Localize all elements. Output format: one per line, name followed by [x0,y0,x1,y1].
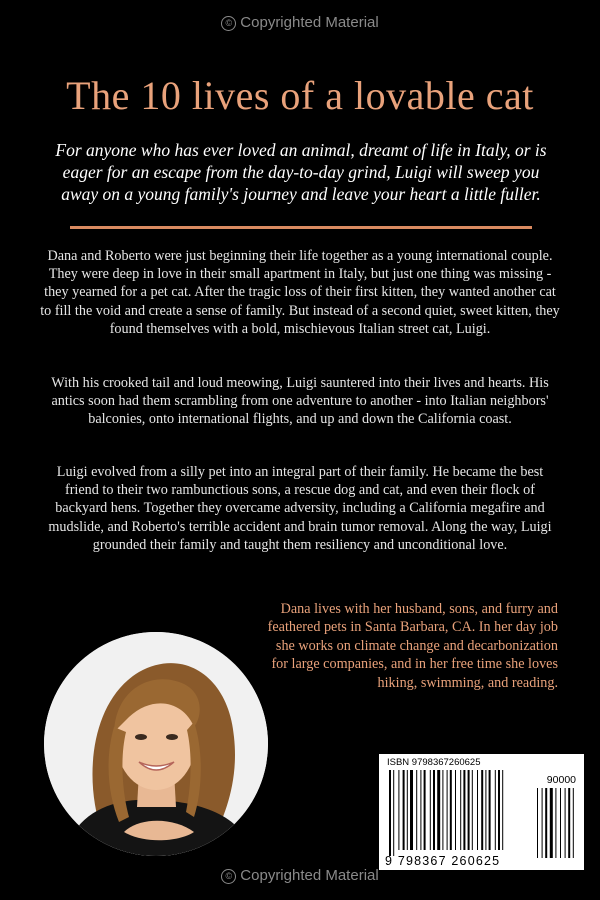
barcode-bar [442,770,443,850]
barcode-addon-bar [565,788,566,858]
synopsis-paragraph: Dana and Roberto were just beginning their life together as a young international couple. They were deep in love in their small apartment in Italy, but just one thing was missing - they yearned for a pet cat. After the tragic loss of their first kitten, they wanted another cat to fill the void and create a sense of family. But instead of a second quiet, sweet kitten, they found themselves with a bold, mischievous Italian street cat, Luigi. [40,248,560,337]
isbn-barcode [378,753,585,871]
barcode-bar [437,770,440,850]
barcode-bars [379,754,584,870]
price-code: 90000 [546,774,576,786]
barcode-bar [477,770,478,850]
copyright-icon: © [221,16,236,31]
barcode-bar [498,770,500,850]
barcode-bar [430,770,431,850]
barcode-addon-bar [568,788,570,858]
barcode-addon-bar [550,788,553,858]
barcode-bar [416,770,417,850]
barcode-bar [495,770,496,850]
divider [70,226,532,229]
author-bio: Dana lives with her husband, sons, and furry and feathered pets in Santa Barbara, CA. In her day job she works on climate change and decarbonization for large companies, and in her free time she loves hiking, swimming, and reading. [267,601,558,691]
barcode-bar [447,770,448,850]
barcode-bar [407,770,408,850]
barcode-addon-bar [542,788,543,858]
barcode-addon-bar [537,788,538,858]
barcode-bar [389,770,391,856]
author-photo [44,632,268,856]
barcode-addon-bar [555,788,556,858]
copyright-watermark-bottom: © Copyrighted Material [0,867,600,884]
barcode-bar [403,770,405,850]
barcode-bar [485,770,486,850]
barcode-bar [460,770,461,850]
barcode-bar [472,770,473,850]
book-title: The 10 lives of a lovable cat [66,73,534,118]
barcode-addon-bar [545,788,547,858]
barcode-bar [450,770,452,850]
copyright-watermark-top: © Copyrighted Material [0,14,600,31]
barcode-bar [424,770,426,850]
barcode-bar [398,770,399,850]
barcode-bar [393,770,394,856]
barcode-bar [502,770,503,850]
barcode-bar [455,770,456,850]
synopsis-paragraph: Luigi evolved from a silly pet into an integral part of their family. He became the best friend to their two rambunctious sons, a rescue dog and cat, and even their flock of backyard hens. Together they overcame adversity, including a California megafire and mudslide, and Roberto's terrible accident and brain tumor removal. Along the way, Luigi grounded their family and taught them resiliency and unconditional love. [48,464,552,553]
barcode-bar [489,770,491,850]
barcode-addon-bar [573,788,574,858]
barcode-digits: 9 798367 260625 [385,854,501,868]
barcode-bar [468,770,470,850]
isbn-label: ISBN 9798367260625 [387,757,481,768]
barcode-addon-bar [560,788,561,858]
barcode-bar [420,770,421,850]
barcode-bar [463,770,465,850]
synopsis-paragraph: With his crooked tail and loud meowing, Luigi sauntered into their lives and hearts. His antics soon had them scrambling from one adventure to another - into Italian neighbors' balconies, onto international flights, and up and down the California coast. [51,375,549,428]
barcode-bar [410,770,413,850]
author-portrait-illustration [44,632,268,856]
barcode-bar [481,770,483,850]
barcode-bar [433,770,435,850]
tagline: For anyone who has ever loved an animal, dreamt of life in Italy, or is eager for an escape from the day-to-day grind, Luigi will sweep you away on a young family's journey and leave your heart a little fuller. [55,140,547,204]
copyright-icon: © [221,869,236,884]
